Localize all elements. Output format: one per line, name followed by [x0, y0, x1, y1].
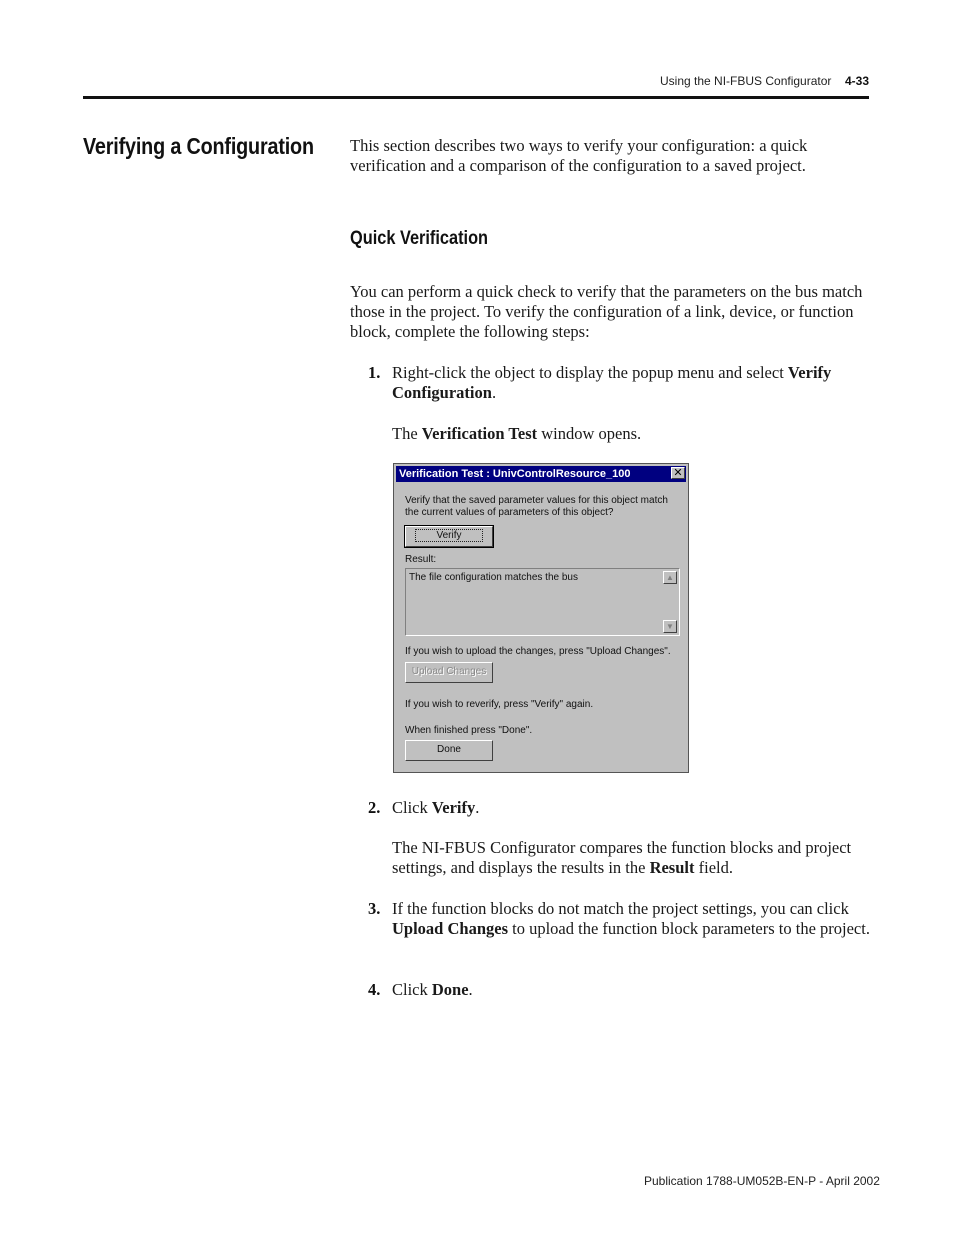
upload-changes-button[interactable]: Upload Changes	[405, 662, 493, 683]
step-number: 2.	[368, 798, 381, 817]
scroll-down-icon[interactable]: ▼	[663, 620, 677, 633]
step-text: Click Verify.	[392, 798, 480, 817]
section-title: Verifying a Configuration	[83, 133, 314, 159]
step-number: 1.	[368, 363, 381, 382]
step-number: 3.	[368, 899, 381, 918]
dialog-title: Verification Test : UnivControlResource_100	[396, 466, 686, 482]
reverify-prompt: If you wish to reverify, press "Verify" again.	[405, 699, 594, 710]
result-field[interactable]	[405, 568, 680, 636]
upload-prompt: If you wish to upload the changes, press "Upload Changes".	[405, 646, 671, 657]
scroll-up-icon[interactable]: ▲	[663, 571, 677, 584]
done-prompt: When finished press "Done".	[405, 725, 533, 736]
result-value: The file configuration matches the bus	[409, 572, 578, 583]
done-button[interactable]: Done	[405, 740, 493, 761]
step-number: 4.	[368, 980, 381, 999]
step-note: The NI-FBUS Configurator compares the function blocks and project settings, and displays the results in the Result field.	[392, 838, 852, 877]
step-text: Click Done.	[392, 980, 473, 999]
close-icon[interactable]: ✕	[671, 467, 685, 479]
result-label: Result:	[405, 554, 437, 565]
header-rule	[83, 96, 869, 99]
step-text: Right-click the object to display the popup menu and select Verify Configuration.	[392, 363, 832, 402]
section-intro: This section describes two ways to verify your configuration: a quick verification and a comparison of the configuration to a saved project.	[350, 136, 808, 175]
subsection-title: Quick Verification	[350, 228, 489, 249]
running-header: Using the NI-FBUS Configurator	[660, 74, 832, 88]
publication-footer: Publication 1788-UM052B-EN-P - April 2002	[644, 1174, 880, 1188]
verify-prompt: Verify that the saved parameter values for this object match the current values of parameters of this object?	[405, 495, 668, 518]
subsection-intro: You can perform a quick check to verify that the parameters on the bus match those in the project. To verify the configuration of a link, device, or function block, complete the following steps:	[350, 282, 863, 341]
step-note: The Verification Test window opens.	[392, 424, 642, 443]
verify-button[interactable]: Verify	[405, 526, 493, 547]
step-text: If the function blocks do not match the project settings, you can click Upload Changes to upload the function block parameters to the project.	[392, 899, 870, 938]
page-number: 4-33	[845, 74, 870, 88]
verification-test-dialog	[393, 463, 689, 773]
